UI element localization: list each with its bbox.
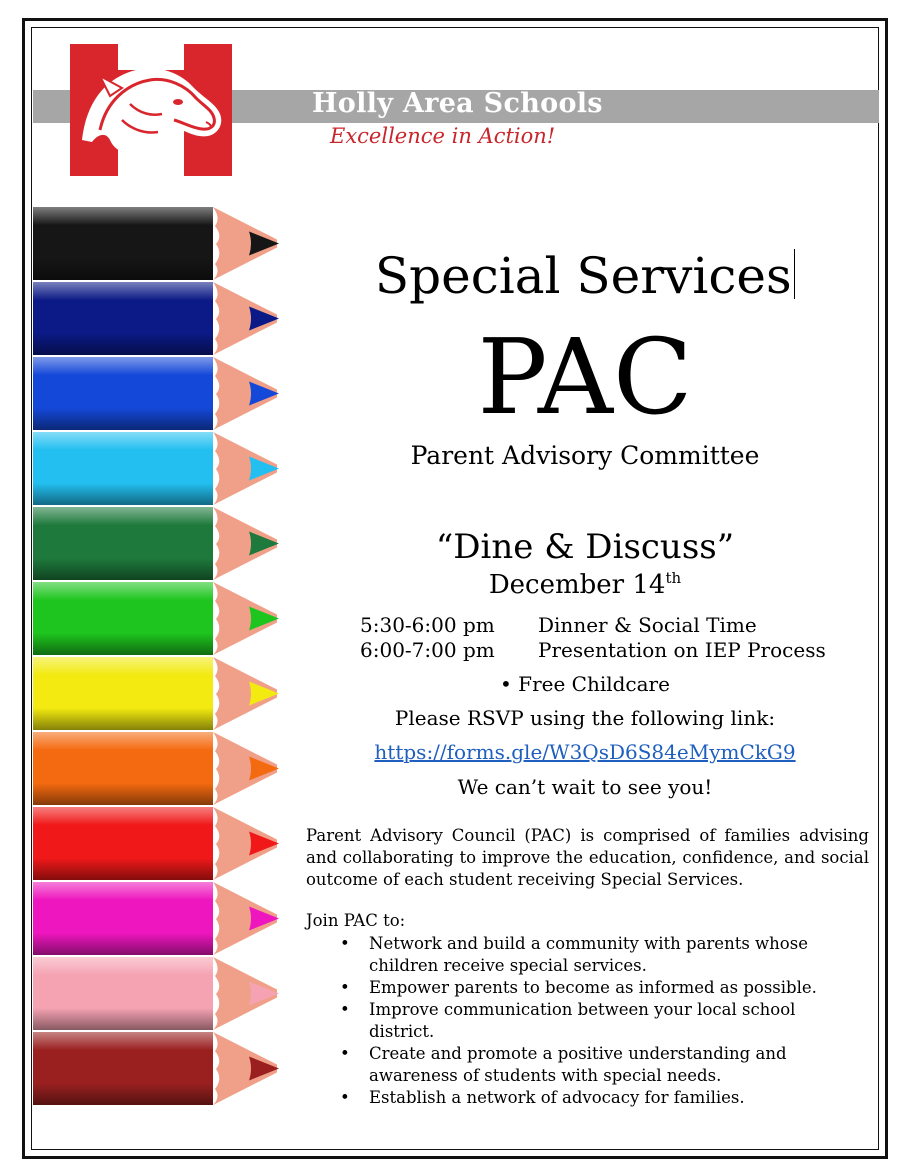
text-cursor [794,249,796,299]
schedule-row [360,613,757,637]
pencil [33,1032,279,1105]
schedule-time: 6:00-7:00 pm [360,638,495,662]
join-heading: Join PAC to: [306,911,406,930]
pencil [33,882,279,955]
rsvp-link-wrap [290,740,880,764]
colored-pencils-illustration [33,206,283,1111]
pencil [33,507,279,580]
rsvp-link[interactable]: https://forms.gle/W3QsD6S84eMymCkG9 [374,740,796,764]
pencil [33,432,279,505]
pencil [33,282,279,355]
pencil [33,957,279,1030]
pencil [33,582,279,655]
title-subtitle: Parent Advisory Committee [410,441,760,470]
district-name: Holly Area Schools [312,88,603,119]
mustang-logo-icon [70,44,232,176]
schedule-activity: Presentation on IEP Process [538,638,826,662]
schedule-row [360,638,826,662]
schedule-activity: Dinner & Social Time [538,613,757,637]
pencil [33,657,279,730]
list-item: • Improve communication between your local school district. [340,999,860,1043]
childcare-note: • Free Childcare [500,672,670,696]
pencil [33,357,279,430]
join-bullet-list [340,933,860,1109]
closing-text: We can’t wait to see you! [457,775,713,799]
event-date [290,569,880,600]
event-date-suffix: th [665,569,682,587]
schedule-time: 5:30-6:00 pm [360,613,495,637]
event-date-main: December 14 [488,570,666,600]
title-special-services [290,247,880,305]
title-line1: Special Services [374,247,792,305]
pencil [33,732,279,805]
rsvp-text: Please RSVP using the following link: [394,706,776,730]
list-item: • Network and build a community with parents whose children receive special services. [340,933,860,977]
list-item: • Create and promote a positive understanding and awareness of students with special needs. [340,1043,860,1087]
event-name: “Dine & Discuss” [435,527,735,567]
list-item: • Empower parents to become as informed as possible. [340,977,860,999]
pac-description: Parent Advisory Council (PAC) is comprised of families advising and collaborating to improve the education, confidence, and social outcome of each student receiving Special Services. [306,826,869,889]
pencil [33,207,279,280]
pencil [33,807,279,880]
list-item: • Establish a network of advocacy for families. [340,1087,860,1109]
district-motto: Excellence in Action! [330,124,556,148]
title-pac: PAC [477,316,693,438]
